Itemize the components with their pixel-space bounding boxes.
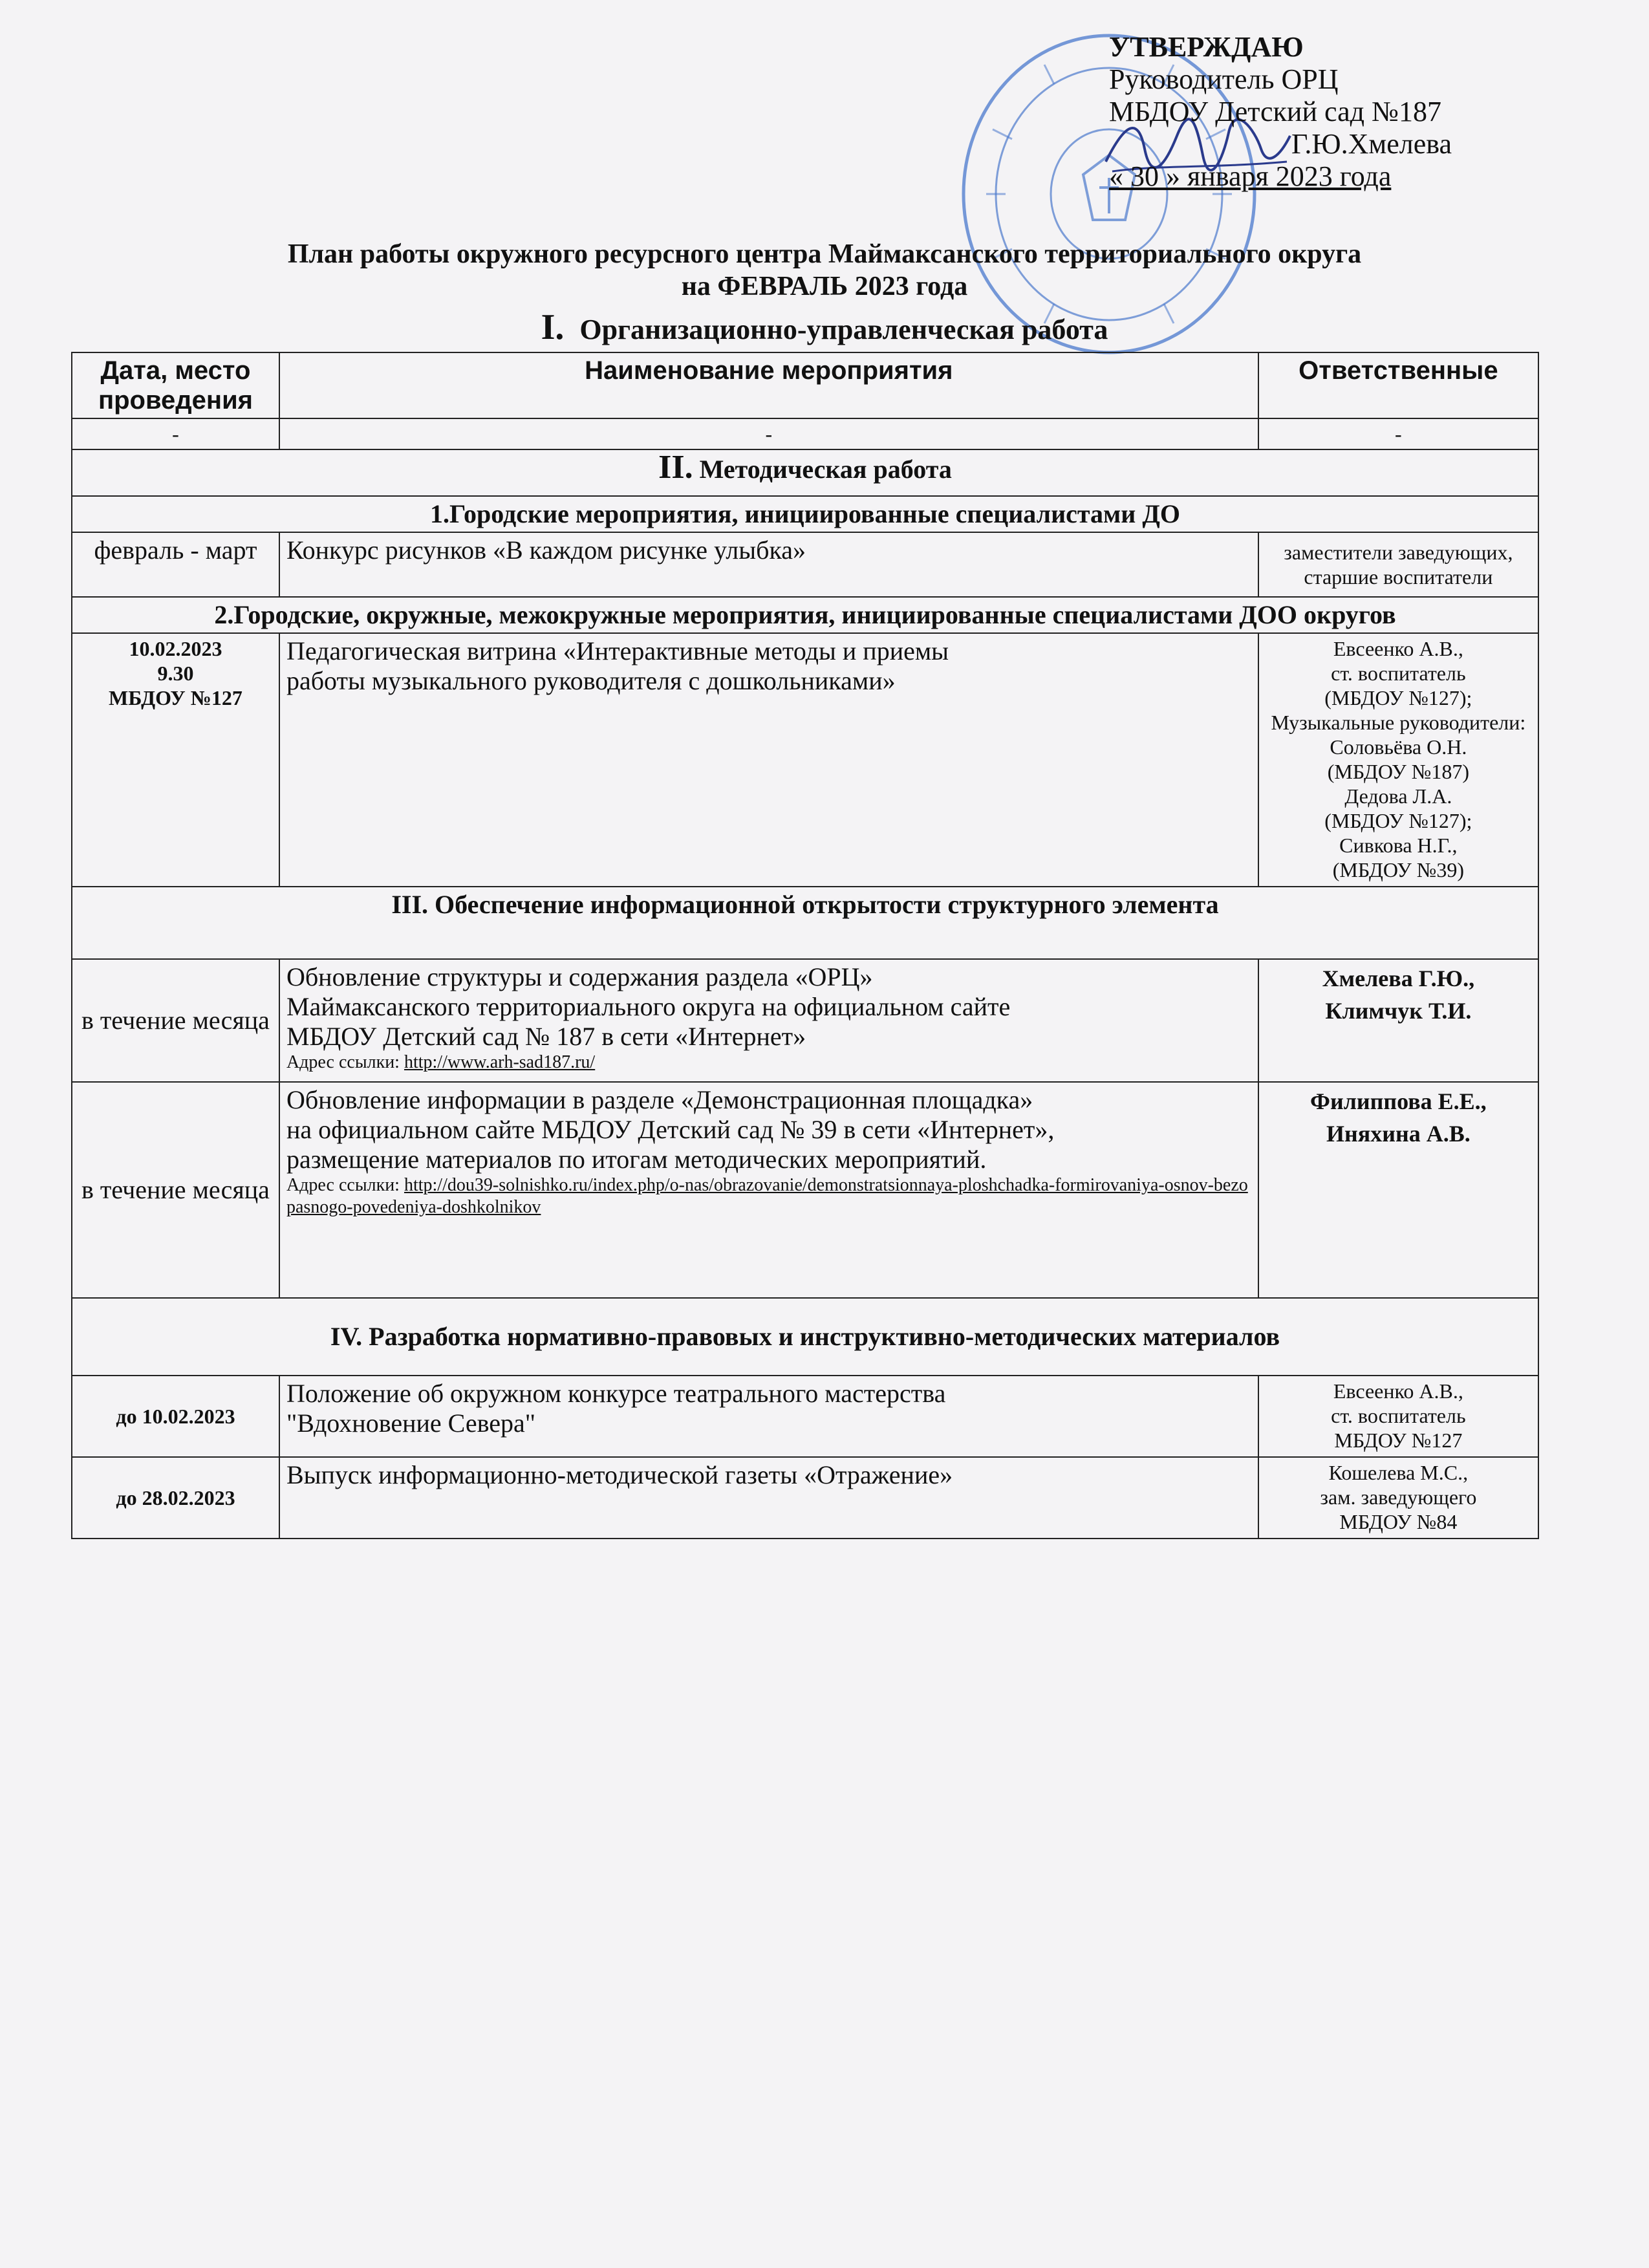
event-name-line: МБДОУ Детский сад № 187 в сети «Интернет» [286,1022,806,1051]
event-place: МБДОУ №127 [109,686,242,709]
table-row [72,633,1538,887]
event-responsible: заместители заведующих, старшие воспитатели [1258,532,1538,597]
approval-title: УТВЕРЖДАЮ [1109,31,1304,63]
link-line [286,1174,1251,1218]
event-date: до 10.02.2023 [72,1376,279,1457]
document-title [0,238,1649,303]
event-responsible [1258,1376,1538,1457]
approval-signer: Г.Ю.Хмелева [1291,128,1452,160]
responsible-line: МБДОУ №127 [1334,1429,1463,1452]
event-date: в течение месяца [72,1082,279,1298]
event-date: в течение месяца [72,959,279,1082]
section-1-title: Организационно-управленческая работа [579,314,1108,345]
event-name [279,959,1258,1082]
table-row [72,959,1538,1082]
responsible-line: Сивкова Н.Г., [1339,834,1458,857]
event-name-line: Обновление информации в разделе «Демонстрационная площадка» [286,1085,1033,1114]
event-name-line: работы музыкального руководителя с дошкольниками» [286,666,896,695]
header-responsible: Ответственные [1258,352,1538,418]
header-event: Наименование мероприятия [279,352,1258,418]
plan-table [71,352,1539,1539]
subsection-1-row [72,496,1538,532]
link-label: Адрес ссылки: [286,1052,404,1072]
table-row [72,532,1538,597]
event-name [279,1082,1258,1298]
responsible-line: Филиппова Е.Е., [1310,1088,1487,1114]
section-1-heading [0,309,1649,348]
table-header-row [72,352,1538,418]
event-date: до 28.02.2023 [72,1457,279,1539]
responsible-line: ст. воспитатель [1331,662,1466,685]
responsible-line: Дедова Л.А. [1344,784,1452,808]
approval-organization: МБДОУ Детский сад №187 [1109,96,1441,127]
responsible-line: Евсеенко А.В., [1333,1379,1463,1403]
responsible-line: Соловьёва О.Н. [1330,735,1467,759]
section-2-heading [72,449,1538,496]
approval-block [1109,31,1471,193]
link-line [286,1052,1251,1074]
event-responsible [1258,633,1538,887]
event-name-line: Обновление структуры и содержания раздела «ОРЦ» [286,962,873,991]
responsible-line: Хмелева Г.Ю., [1322,966,1475,991]
section-1-number: I. [541,307,565,347]
responsible-line: Евсеенко А.В., [1333,637,1463,660]
responsible-line: Кошелева М.С., [1328,1461,1469,1484]
event-date [72,633,279,887]
document-title-line2: на ФЕВРАЛЬ 2023 года [681,272,968,301]
event-date: февраль - март [72,532,279,597]
section-2-title: Методическая работа [699,455,952,484]
table-row [72,1457,1538,1539]
section-4-title: IV. Разработка нормативно-правовых и инструктивно-методических материалов [72,1298,1538,1376]
event-date-time: 9.30 [157,662,194,685]
subsection-2-title: 2.Городские, окружные, межокружные мероприятия, инициированные специалистами ДОО округов [72,597,1538,633]
responsible-line: зам. заведующего [1320,1485,1477,1509]
header-date: Дата, место проведения [72,352,279,418]
event-date-day: 10.02.2023 [129,637,222,660]
event-responsible [1258,1082,1538,1298]
subsection-2-row [72,597,1538,633]
table-row [72,1082,1538,1298]
responsible-line: Музыкальные руководители: [1271,711,1526,734]
event-name-line: Положение об окружном конкурсе театрального мастерства [286,1379,946,1408]
event-name-line: Педагогическая витрина «Интерактивные методы и приемы [286,636,949,665]
event-name: Выпуск информационно-методической газеты «Отражение» [279,1457,1258,1539]
event-name [279,633,1258,887]
section-4-heading-row [72,1298,1538,1376]
responsible-line: ст. воспитатель [1331,1404,1466,1427]
table-row [72,418,1538,449]
event-name-line: Маймаксанского территориального округа на официальном сайте [286,992,1011,1021]
responsible-line: (МБДОУ №39) [1332,858,1464,881]
table-row [72,1376,1538,1457]
responsible-line: Иняхина А.В. [1326,1121,1471,1147]
responsible-line: (МБДОУ №127); [1324,686,1472,709]
responsible-line: (МБДОУ №127); [1324,809,1472,832]
section-2-heading-row [72,449,1538,496]
event-name-line: размещение материалов по итогам методических мероприятий. [286,1145,987,1174]
site-link[interactable]: http://dou39-solnishko.ru/index.php/o-nas/obrazovanie/demonstratsionnaya-ploshchadka-formirovaniya-osnov-bezopasnogo-povedeniya-doshkolnikov [286,1175,1248,1217]
approval-position: Руководитель ОРЦ [1109,63,1339,95]
empty-cell: - [72,418,279,449]
empty-cell: - [279,418,1258,449]
responsible-line: Климчук Т.И. [1325,998,1472,1024]
event-responsible [1258,1457,1538,1539]
event-name-line: на официальном сайте МБДОУ Детский сад № 39 в сети «Интернет», [286,1115,1055,1144]
responsible-line: (МБДОУ №187) [1327,760,1469,783]
event-name-line: "Вдохновение Севера" [286,1409,536,1438]
event-name: Конкурс рисунков «В каждом рисунке улыбка» [279,532,1258,597]
section-3-heading-row [72,887,1538,959]
section-2-number: II. [658,449,693,486]
approval-date: « 30 » января 2023 года [1109,160,1392,192]
site-link[interactable]: http://www.arh-sad187.ru/ [404,1052,596,1072]
subsection-1-title: 1.Городские мероприятия, инициированные специалистами ДО [72,496,1538,532]
event-responsible [1258,959,1538,1082]
section-3-title: III. Обеспечение информационной открытости структурного элемента [72,887,1538,959]
responsible-line: МБДОУ №84 [1339,1510,1458,1533]
empty-cell: - [1258,418,1538,449]
event-name [279,1376,1258,1457]
document-title-line1: План работы окружного ресурсного центра Маймаксанского территориального округа [287,239,1362,269]
link-label: Адрес ссылки: [286,1175,404,1195]
